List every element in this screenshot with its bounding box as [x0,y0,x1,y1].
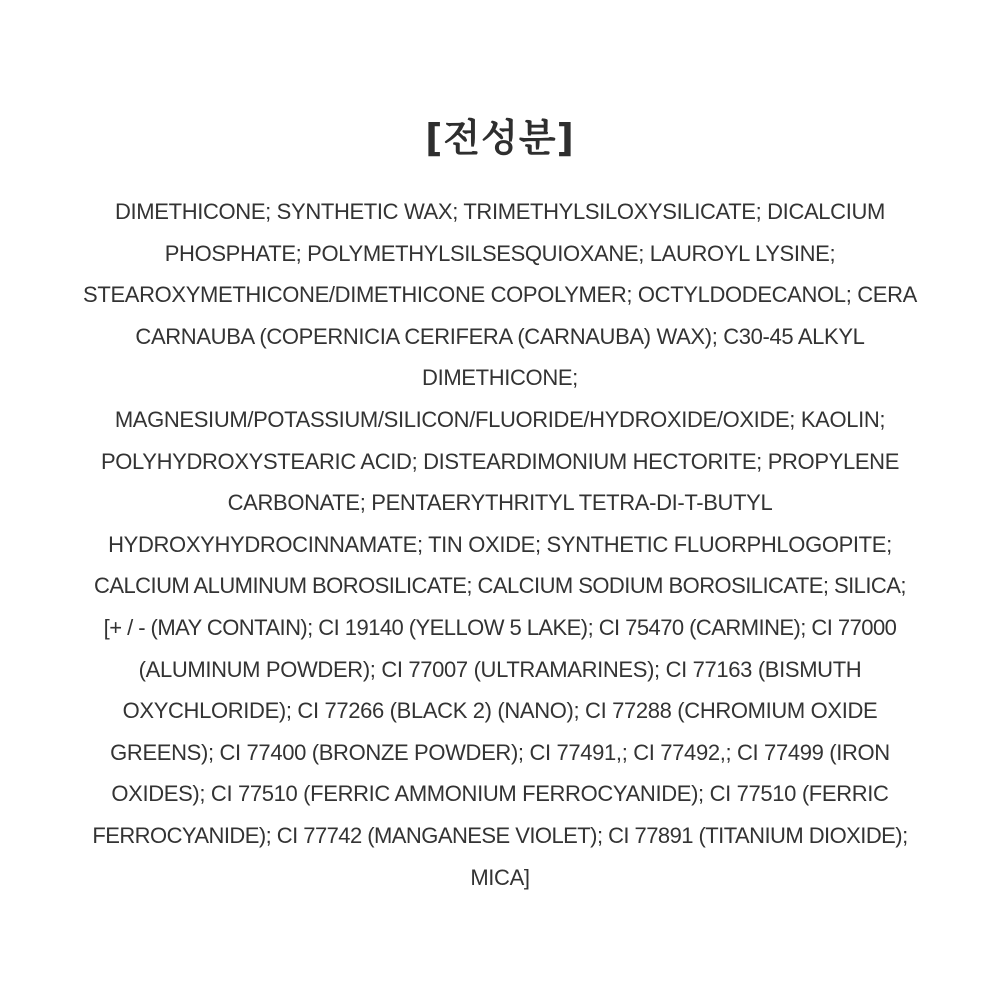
ingredient-line: OXIDES); CI 77510 (FERRIC AMMONIUM FERROCYANIDE); CI 77510 (FERRIC [111,781,889,807]
ingredient-line: OXYCHLORIDE); CI 77266 (BLACK 2) (NANO); CI 77288 (CHROMIUM OXIDE [122,698,878,724]
ingredient-line: MAGNESIUM/POTASSIUM/SILICON/FLUORIDE/HYDROXIDE/OXIDE; KAOLIN; [114,406,886,432]
ingredient-line: [+ / - (MAY CONTAIN); CI 19140 (YELLOW 5 LAKE); CI 75470 (CARMINE); CI 77000 [103,614,897,640]
ingredient-line: (ALUMINUM POWDER); CI 77007 (ULTRAMARINES); CI 77163 (BISMUTH [138,656,862,682]
ingredient-line: DIMETHICONE; SYNTHETIC WAX; TRIMETHYLSILOXYSILICATE; DICALCIUM [115,199,885,224]
ingredient-line: GREENS); CI 77400 (BRONZE POWDER); CI 77491,; CI 77492,; CI 77499 (IRON [110,739,890,765]
ingredient-line: DIMETHICONE; [422,365,578,391]
ingredient-list [30,191,970,898]
ingredient-line: FERROCYANIDE); CI 77742 (MANGANESE VIOLET); CI 77891 (TITANIUM DIOXIDE); [92,822,908,848]
ingredient-line: CARBONATE; PENTAERYTHRITYL TETRA-DI-T-BUTYL [227,490,773,516]
ingredient-line: STEAROXYMETHICONE/DIMETHICONE COPOLYMER; OCTYLDODECANOL; CERA [83,282,917,308]
ingredient-line: POLYHYDROXYSTEARIC ACID; DISTEARDIMONIUM HECTORITE; PROPYLENE [100,448,900,474]
ingredient-line: CARNAUBA (COPERNICIA CERIFERA (CARNAUBA) WAX); C30-45 ALKYL [135,323,865,349]
page-title: [전성분] [425,116,575,160]
ingredient-line: HYDROXYHYDROCINNAMATE; TIN OXIDE; SYNTHETIC FLUORPHLOGOPITE; [108,531,892,557]
ingredient-line: CALCIUM ALUMINUM BOROSILICATE; CALCIUM SODIUM BOROSILICATE; SILICA; [94,573,906,599]
ingredient-line: MICA] [470,864,530,890]
ingredient-line: PHOSPHATE; POLYMETHYLSILSESQUIOXANE; LAUROYL LYSINE; [164,240,836,266]
